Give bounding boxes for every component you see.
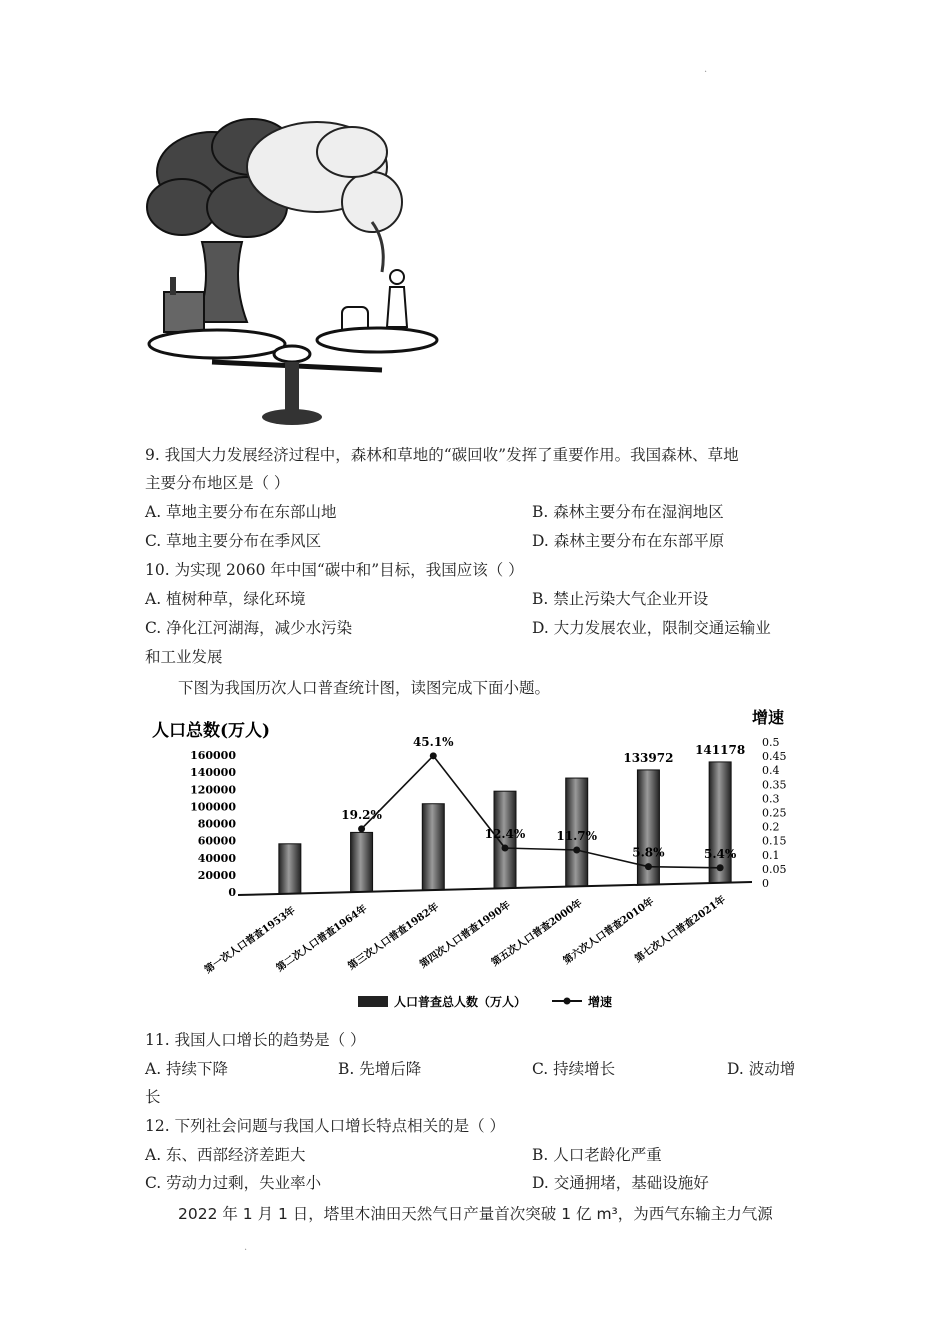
- q12-stem: 12. 下列社会问题与我国人口增长特点相关的是（ ）: [145, 1117, 506, 1135]
- y2-tick-label: 0.5: [762, 736, 780, 749]
- q10-option-a[interactable]: A. 植树种草，绿化环境: [145, 590, 306, 608]
- growth-rate-point: [502, 845, 509, 852]
- y-tick-label: 160000: [190, 749, 236, 762]
- legend-line-label: 增速: [588, 995, 613, 1009]
- census-chart: [140, 700, 810, 1020]
- q10-option-b[interactable]: B. 禁止污染大气企业开设: [532, 590, 709, 608]
- category-label: 第一次人口普查1953年: [202, 905, 298, 977]
- q9-stem-line1: 9. 我国大力发展经济过程中，森林和草地的“碳回收”发挥了重要作用。我国森林、草地: [145, 446, 739, 464]
- y-tick-label: 40000: [197, 851, 236, 865]
- y-tick-label: 140000: [190, 766, 236, 780]
- chart-intro: 下图为我国历次人口普查统计图，读图完成下面小题。: [178, 679, 551, 697]
- q12-option-a[interactable]: A. 东、西部经济差距大: [145, 1146, 306, 1164]
- y2-tick-label: 0.35: [762, 778, 787, 792]
- population-value-label: 141178: [695, 742, 746, 757]
- q12-option-c[interactable]: C. 劳动力过剩，失业率小: [145, 1174, 322, 1192]
- q11-stem: 11. 我国人口增长的趋势是（ ）: [145, 1031, 366, 1049]
- growth-rate-point: [573, 847, 580, 854]
- q9-stem-line2: 主要分布地区是（ ）: [145, 474, 290, 492]
- q11-option-d-wrap: 长: [145, 1088, 161, 1106]
- category-label: 第四次人口普查1990年: [418, 899, 513, 971]
- q9-option-c[interactable]: C. 草地主要分布在季风区: [145, 532, 322, 550]
- growth-rate-label: 12.4%: [484, 827, 526, 842]
- q11-option-a[interactable]: A. 持续下降: [145, 1060, 229, 1078]
- y2-tick-label: 0.15: [762, 834, 787, 848]
- legend-bar-label: 人口普查总人数（万人）: [394, 995, 527, 1009]
- passage-intro: 2022 年 1 月 1 日，塔里木油田天然气日产量首次突破 1 亿 m³，为西气东输主力气源: [178, 1205, 773, 1223]
- y-tick-label: 100000: [190, 800, 236, 814]
- growth-rate-label: 5.8%: [632, 845, 665, 860]
- carbon-balance-illustration: [142, 112, 442, 432]
- growth-rate-label: 11.7%: [556, 829, 598, 844]
- population-bar: [279, 844, 301, 894]
- y-tick-label: 20000: [197, 868, 236, 882]
- q11-option-b[interactable]: B. 先增后降: [338, 1060, 422, 1078]
- y2-tick-label: 0.25: [762, 806, 787, 820]
- y2-tick-label: 0.2: [762, 820, 780, 834]
- growth-rate-point: [645, 863, 652, 870]
- q11-option-d[interactable]: D. 波动增: [727, 1060, 796, 1078]
- y-axis-title: 人口总数(万人): [152, 721, 271, 741]
- growth-rate-point: [358, 825, 365, 832]
- growth-rate-label: 45.1%: [412, 734, 454, 749]
- category-label: 第七次人口普查2021年: [633, 894, 728, 966]
- q12-option-d[interactable]: D. 交通拥堵，基础设施好: [532, 1174, 709, 1192]
- y-tick-label: 0: [228, 886, 236, 899]
- q10-stem: 10. 为实现 2060 年中国“碳中和”目标，我国应该（ ）: [145, 561, 524, 579]
- y2-tick-label: 0.05: [762, 862, 787, 876]
- growth-rate-line: [362, 756, 721, 868]
- y2-tick-label: 0.3: [762, 792, 780, 806]
- y2-tick-label: 0.1: [762, 848, 780, 862]
- category-label: 第三次人口普查1982年: [346, 901, 442, 973]
- y-tick-label: 60000: [197, 834, 236, 848]
- y-tick-label: 80000: [197, 817, 236, 831]
- growth-rate-label: 19.2%: [341, 807, 382, 822]
- q10-option-c[interactable]: C. 净化江河湖海，减少水污染: [145, 619, 353, 637]
- population-bar: [351, 832, 373, 891]
- q9-option-b[interactable]: B. 森林主要分布在湿润地区: [532, 503, 724, 521]
- y2-tick-label: 0.45: [762, 750, 787, 764]
- y-tick-label: 120000: [190, 783, 236, 797]
- q9-option-d[interactable]: D. 森林主要分布在东部平原: [532, 532, 725, 550]
- q10-option-d[interactable]: D. 大力发展农业，限制交通运输业: [532, 619, 771, 637]
- population-bar: [422, 804, 444, 890]
- q11-option-c[interactable]: C. 持续增长: [532, 1060, 616, 1078]
- legend-bar-swatch: [358, 996, 388, 1007]
- y2-tick-label: 0: [762, 877, 769, 890]
- growth-rate-label: 5.4%: [704, 846, 737, 861]
- growth-rate-point: [717, 864, 724, 871]
- page-mark: .: [704, 64, 708, 75]
- q9-option-a[interactable]: A. 草地主要分布在东部山地: [145, 503, 337, 521]
- y2-axis-title: 增速: [752, 708, 785, 727]
- growth-rate-point: [430, 752, 437, 759]
- q12-option-b[interactable]: B. 人口老龄化严重: [532, 1146, 662, 1164]
- page-mark-bottom: .: [244, 1242, 248, 1253]
- population-value-label: 133972: [623, 750, 674, 765]
- category-label: 第六次人口普查2010年: [561, 896, 657, 967]
- category-label: 第五次人口普查2000年: [489, 897, 585, 969]
- q10-option-d-wrap: 和工业发展: [145, 648, 223, 666]
- y2-tick-label: 0.4: [762, 764, 780, 778]
- category-label: 第二次人口普查1964年: [274, 903, 370, 975]
